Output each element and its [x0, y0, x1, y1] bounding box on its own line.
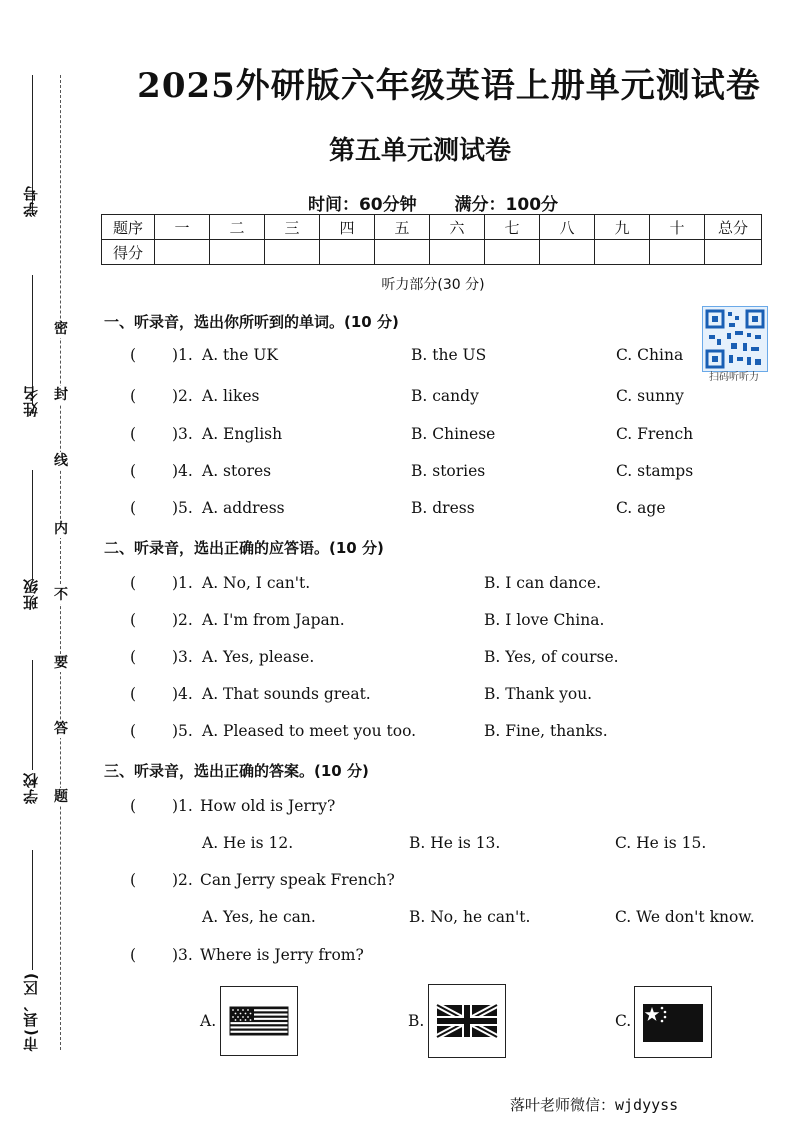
- score-input-cell[interactable]: [320, 240, 375, 265]
- answer-paren[interactable]: (: [130, 425, 137, 443]
- answer-paren[interactable]: (: [130, 574, 137, 592]
- option-c: C.: [615, 1012, 632, 1030]
- option-c: C. French: [616, 425, 694, 443]
- table-cell: 十: [650, 215, 705, 240]
- answer-paren[interactable]: (: [130, 499, 137, 517]
- option-b: B. I can dance.: [484, 574, 602, 592]
- option-b: B. candy: [411, 387, 479, 405]
- answer-paren[interactable]: (: [130, 685, 137, 703]
- city-label: 市(县、区): [22, 972, 40, 1052]
- option-b: B. Fine, thanks.: [484, 722, 608, 740]
- question-number: )2.: [172, 871, 193, 889]
- option-b: B. the US: [411, 346, 487, 364]
- score-input-cell[interactable]: [595, 240, 650, 265]
- option-a: A. stores: [202, 462, 272, 480]
- score-input-cell[interactable]: [540, 240, 595, 265]
- question-number: )5.: [172, 499, 193, 517]
- table-cell: 七: [485, 215, 540, 240]
- table-cell: 二: [210, 215, 265, 240]
- table-cell: 六: [430, 215, 485, 240]
- question-number: )2.: [172, 387, 193, 405]
- question-number: )3.: [172, 425, 193, 443]
- table-cell: 一: [155, 215, 210, 240]
- binding-line-3: [32, 470, 33, 580]
- option-b: B. Yes, of course.: [484, 648, 619, 666]
- option-b: B. stories: [411, 462, 486, 480]
- question-stem: Can Jerry speak French?: [200, 871, 395, 889]
- option-b: B. Chinese: [411, 425, 496, 443]
- option-c: C. stamps: [616, 462, 694, 480]
- option-a: A. English: [202, 425, 283, 443]
- table-cell: 得分: [102, 240, 155, 265]
- answer-paren[interactable]: (: [130, 871, 137, 889]
- option-a: A. That sounds great.: [202, 685, 371, 703]
- school-label: 学校: [22, 772, 40, 804]
- score-input-cell[interactable]: [650, 240, 705, 265]
- option-a: A. Yes, he can.: [202, 908, 316, 926]
- binding-line-5: [32, 850, 33, 970]
- footer-contact: 落叶老师微信：wjdyyss: [510, 1096, 679, 1114]
- option-b: B. I love China.: [484, 611, 605, 629]
- question-number: )3.: [172, 648, 193, 666]
- seal-dashed-line: [60, 75, 61, 1050]
- option-a: A. No, I can't.: [202, 574, 311, 592]
- option-b: B.: [408, 1012, 425, 1030]
- option-c: C. age: [616, 499, 666, 517]
- option-a: A. He is 12.: [202, 834, 294, 852]
- table-cell: 总分: [705, 215, 762, 240]
- table-cell: 九: [595, 215, 650, 240]
- question-number: )3.: [172, 946, 193, 964]
- question-number: )4.: [172, 462, 193, 480]
- score-table-score-row: [102, 240, 762, 265]
- seal-char: 要: [54, 655, 68, 671]
- student-id-label: 学号: [22, 185, 40, 217]
- score-input-cell[interactable]: [485, 240, 540, 265]
- score-input-cell[interactable]: [430, 240, 485, 265]
- option-b: B. He is 13.: [409, 834, 501, 852]
- option-c: C. We don't know.: [615, 908, 755, 926]
- option-c: C. China: [616, 346, 684, 364]
- option-b: B. No, he can't.: [409, 908, 531, 926]
- seal-char: 题: [54, 789, 68, 805]
- answer-paren[interactable]: (: [130, 462, 137, 480]
- score-table: [101, 214, 762, 265]
- class-label: 班级: [22, 578, 40, 610]
- seal-char: 密: [54, 321, 68, 337]
- seal-char: 内: [54, 521, 68, 537]
- china-flag-icon[interactable]: [634, 986, 712, 1058]
- answer-paren[interactable]: (: [130, 946, 137, 964]
- option-a: A. the UK: [202, 346, 279, 364]
- qr-code-icon[interactable]: [702, 306, 768, 372]
- question-number: )2.: [172, 611, 193, 629]
- option-a: A. Pleased to meet you too.: [202, 722, 417, 740]
- time-score-info: [100, 190, 766, 215]
- question-stem: Where is Jerry from?: [200, 946, 364, 964]
- answer-paren[interactable]: (: [130, 387, 137, 405]
- seal-char: 答: [54, 721, 68, 737]
- section-3-title: 三、听录音，选出正确的答案。(10 分): [104, 762, 369, 780]
- answer-paren[interactable]: (: [130, 722, 137, 740]
- uk-flag-icon[interactable]: [428, 984, 506, 1058]
- section-2-title: 二、听录音，选出正确的应答语。(10 分): [104, 539, 384, 557]
- score-input-cell[interactable]: [155, 240, 210, 265]
- option-a: A.: [200, 1012, 217, 1030]
- option-a: A. Yes, please.: [202, 648, 315, 666]
- seal-char: 不: [54, 587, 68, 603]
- question-number: )5.: [172, 722, 193, 740]
- time-label: 时间：60分钟: [307, 195, 417, 215]
- answer-paren[interactable]: (: [130, 648, 137, 666]
- score-input-cell[interactable]: [375, 240, 430, 265]
- option-c: C. sunny: [616, 387, 684, 405]
- score-input-cell[interactable]: [265, 240, 320, 265]
- score-input-cell[interactable]: [210, 240, 265, 265]
- name-label: 姓名: [22, 385, 40, 417]
- exam-title: 2025外研版六年级英语上册单元测试卷: [137, 66, 761, 106]
- table-cell: 三: [265, 215, 320, 240]
- full-score-label: 满分：100分: [454, 195, 559, 215]
- option-a: A. likes: [202, 387, 260, 405]
- question-number: )1.: [172, 574, 193, 592]
- usa-flag-icon[interactable]: [220, 986, 298, 1056]
- question-number: )4.: [172, 685, 193, 703]
- answer-paren[interactable]: (: [130, 797, 137, 815]
- table-cell: 题序: [102, 215, 155, 240]
- question-number: )1.: [172, 797, 193, 815]
- table-cell: 八: [540, 215, 595, 240]
- seal-char: 线: [54, 453, 68, 469]
- qr-caption: 扫码听听力: [709, 372, 759, 383]
- option-c: C. He is 15.: [615, 834, 707, 852]
- question-number: )1.: [172, 346, 193, 364]
- seal-char: 封: [54, 387, 68, 403]
- option-b: B. Thank you.: [484, 685, 593, 703]
- answer-paren[interactable]: (: [130, 346, 137, 364]
- binding-line-4: [32, 660, 33, 770]
- table-cell: 五: [375, 215, 430, 240]
- listening-part-title: 听力部分(30 分): [381, 277, 485, 293]
- answer-paren[interactable]: (: [130, 611, 137, 629]
- option-b: B. dress: [411, 499, 475, 517]
- option-a: A. I'm from Japan.: [202, 611, 345, 629]
- table-cell: 四: [320, 215, 375, 240]
- score-table-header-row: [102, 215, 762, 240]
- option-a: A. address: [202, 499, 285, 517]
- exam-subtitle: 第五单元测试卷: [328, 136, 511, 166]
- section-1-title: 一、听录音，选出你所听到的单词。(10 分): [104, 313, 399, 331]
- score-input-cell[interactable]: [705, 240, 762, 265]
- question-stem: How old is Jerry?: [200, 797, 336, 815]
